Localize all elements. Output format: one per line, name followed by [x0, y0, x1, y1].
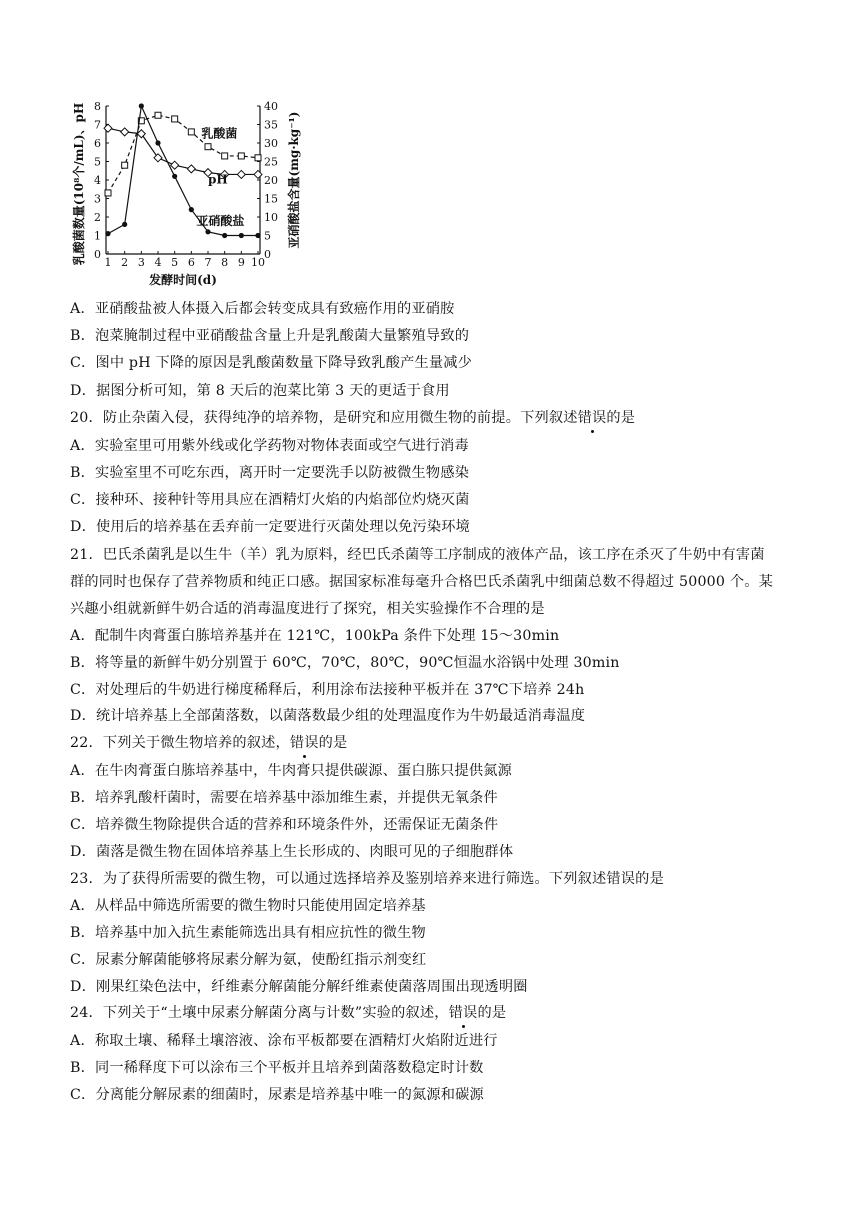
- q19-option-a: A．亚硝酸盐被人体摄入后都会转变成具有致癌作用的亚硝胺: [70, 301, 455, 317]
- x-tick-label: 7: [204, 256, 212, 269]
- x-tick-label: 3: [137, 256, 145, 269]
- q19-option-d: D．据图分析可知，第 8 天后的泡菜比第 3 天的更适于食用: [70, 383, 450, 399]
- left-tick-label: 7: [94, 118, 101, 132]
- series-label-nitrite: 亚硝酸盐: [196, 214, 245, 229]
- q20-stem-post: 的是: [606, 410, 636, 426]
- q20-stem: [70, 408, 635, 428]
- q23-option-b: B．培养基中加入抗生素能筛选出具有相应抗性的微生物: [70, 925, 426, 941]
- q20-option-a: A．实验室里可用紫外线或化学药物对物体表面或空气进行消毒: [70, 438, 469, 454]
- right-tick-label: 10: [264, 211, 278, 224]
- y-left-axis-label: 乳酸菌数量(10⁸个/mL)、pH: [72, 102, 86, 266]
- right-tick-label: 30: [264, 137, 278, 150]
- fermentation-chart: [70, 96, 310, 292]
- point-乳酸菌: [155, 112, 161, 118]
- right-tick-label: 35: [264, 118, 278, 132]
- left-tick-label: 5: [94, 155, 101, 169]
- q24-stem-pre: 24．下列关于“土壤中尿素分解菌分离与计数”实验的叙述，: [70, 1005, 449, 1021]
- q23-stem: 23．为了获得所需要的微生物，可以通过选择培养及鉴别培养来进行筛选。下列叙述错误的是: [70, 871, 664, 887]
- x-tick-label: 8: [221, 256, 229, 269]
- point-亚硝酸盐: [139, 103, 144, 108]
- q22-option-c: C．培养微生物除提供合适的营养和环境条件外，还需保证无菌条件: [70, 817, 499, 833]
- q22-stem-post: 的是: [318, 735, 348, 751]
- right-tick-label: 0: [264, 248, 271, 261]
- q21-option-b: B．将等量的新鲜牛奶分别置于 60℃，70℃，80℃，90℃恒温水浴锅中处理 30min: [70, 655, 620, 671]
- point-pH: [171, 161, 179, 169]
- x-tick-label: 5: [171, 256, 179, 269]
- q24-option-a: A．称取土壤、稀释土壤溶液、涂布平板都要在酒精灯火焰附近进行: [70, 1033, 498, 1049]
- q19-option-c: C．图中 pH 下降的原因是乳酸菌数量下降导致乳酸产生量减少: [70, 355, 473, 371]
- q24-option-b: B．同一稀释度下可以涂布三个平板并且培养到菌落数稳定时计数: [70, 1060, 484, 1076]
- right-tick-label: 15: [264, 192, 278, 206]
- point-pH: [254, 170, 262, 178]
- point-亚硝酸盐: [222, 233, 227, 238]
- point-亚硝酸盐: [255, 233, 260, 238]
- q22-option-d: D．菌落是微生物在固体培养基上生长形成的、肉眼可见的子细胞群体: [70, 844, 514, 860]
- point-乳酸菌: [205, 144, 211, 150]
- q21-stem-line-1: 21．巴氏杀菌乳是以生牛（羊）乳为原料，经巴氏杀菌等工序制成的液体产品，该工序在杀灭了牛奶中有害菌: [70, 547, 765, 563]
- q22-stem-pre: 22．下列关于微生物培养的叙述，: [70, 735, 290, 751]
- x-tick-label: 1: [104, 256, 112, 269]
- q24-stem-emphasis: 错误: [448, 1005, 478, 1021]
- q20-stem-emphasis: 错误: [577, 410, 607, 426]
- point-亚硝酸盐: [105, 231, 110, 236]
- chart-svg: [70, 96, 310, 292]
- point-pH: [154, 154, 162, 162]
- point-亚硝酸盐: [239, 233, 244, 238]
- q21-stem-line-2: 群的同时也保存了营养物质和纯正口感。据国家标准每毫升合格巴氏杀菌乳中细菌总数不得超过 50000 个。某: [70, 574, 773, 590]
- q22-option-b: B．培养乳酸杆菌时，需要在培养基中添加维生素，并提供无氧条件: [70, 790, 498, 806]
- point-亚硝酸盐: [189, 207, 194, 212]
- q24-option-c: C．分离能分解尿素的细菌时，尿素是培养基中唯一的氮源和碳源: [70, 1087, 484, 1103]
- q24-stem-post: 的是: [477, 1005, 507, 1021]
- q23-option-c: C．尿素分解菌能够将尿素分解为氨，使酚红指示剂变红: [70, 952, 427, 968]
- q21-option-d: D．统计培养基上全部菌落数，以菌落数最少组的处理温度作为牛奶最适消毒温度: [70, 708, 586, 724]
- left-tick-label: 8: [94, 100, 101, 113]
- q21-option-c: C．对处理后的牛奶进行梯度稀释后，利用涂布法接种平板并在 37℃下培养 24h: [70, 682, 585, 698]
- q23-option-d: D．刚果红染色法中，纤维素分解菌能分解纤维素使菌落周围出现透明圈: [70, 979, 528, 995]
- x-tick-label: 2: [121, 256, 129, 269]
- q20-option-c: C．接种环、接种针等用具应在酒精灯火焰的内焰部位灼烧灭菌: [70, 492, 470, 508]
- point-pH: [237, 170, 245, 178]
- point-乳酸菌: [122, 162, 128, 168]
- point-乳酸菌: [188, 129, 194, 135]
- q20-option-b: B．实验室里不可吃东西，离开时一定要洗手以防被微生物感染: [70, 465, 470, 481]
- point-乳酸菌: [105, 190, 111, 196]
- point-pH: [104, 124, 112, 132]
- x-tick-label: 4: [154, 256, 162, 269]
- q19-option-b: B．泡菜腌制过程中亚硝酸盐含量上升是乳酸菌大量繁殖导致的: [70, 328, 470, 344]
- left-tick-label: 2: [94, 211, 101, 224]
- q22-stem-emphasis: 错误: [289, 735, 319, 751]
- q20-stem-pre: 20．防止杂菌入侵，获得纯净的培养物，是研究和应用微生物的前提。下列叙述: [70, 410, 578, 426]
- point-乳酸菌: [222, 153, 228, 159]
- point-乳酸菌: [238, 153, 244, 159]
- left-tick-label: 4: [94, 174, 101, 187]
- series-label-ph: pH: [208, 172, 228, 187]
- left-tick-label: 3: [94, 192, 101, 206]
- x-tick-label: 6: [187, 256, 195, 269]
- point-亚硝酸盐: [122, 222, 127, 227]
- point-亚硝酸盐: [172, 174, 177, 179]
- point-pH: [121, 128, 129, 136]
- point-乳酸菌: [255, 155, 261, 161]
- right-tick-label: 20: [264, 174, 278, 187]
- x-tick-label: 10: [251, 256, 265, 269]
- x-axis-label: 发酵时间(d): [149, 273, 217, 287]
- point-pH: [187, 165, 195, 173]
- y-right-axis-label: 亚硝酸盐含量(mg·kg⁻¹): [287, 111, 301, 249]
- left-tick-label: 1: [94, 229, 101, 243]
- point-pH: [137, 130, 145, 138]
- point-亚硝酸盐: [205, 229, 210, 234]
- x-tick-label: 9: [237, 256, 245, 269]
- left-tick-label: 6: [94, 137, 101, 150]
- q22-stem: [70, 733, 347, 753]
- q20-option-d: D．使用后的培养基在丢弃前一定要进行灭菌处理以免污染环境: [70, 519, 471, 535]
- q21-stem-line-3: 兴趣小组就新鲜牛奶合适的消毒温度进行了探究，相关实验操作不合理的是: [70, 601, 545, 617]
- q23-option-a: A．从样品中筛选所需要的微生物时只能使用固定培养基: [70, 898, 426, 914]
- left-tick-label: 0: [94, 248, 101, 261]
- point-亚硝酸盐: [155, 140, 160, 145]
- right-tick-label: 25: [264, 155, 278, 169]
- q21-option-a: A．配制牛肉膏蛋白胨培养基并在 121℃，100kPa 条件下处理 15～30min: [70, 628, 560, 644]
- right-tick-label: 5: [264, 229, 271, 243]
- point-乳酸菌: [172, 116, 178, 122]
- q24-stem: [70, 1003, 506, 1023]
- q22-option-a: A．在牛肉膏蛋白胨培养基中，牛肉膏只提供碳源、蛋白胨只提供氮源: [70, 763, 513, 779]
- series-label-lactobacillus: 乳酸菌: [201, 126, 238, 141]
- right-tick-label: 40: [264, 100, 278, 113]
